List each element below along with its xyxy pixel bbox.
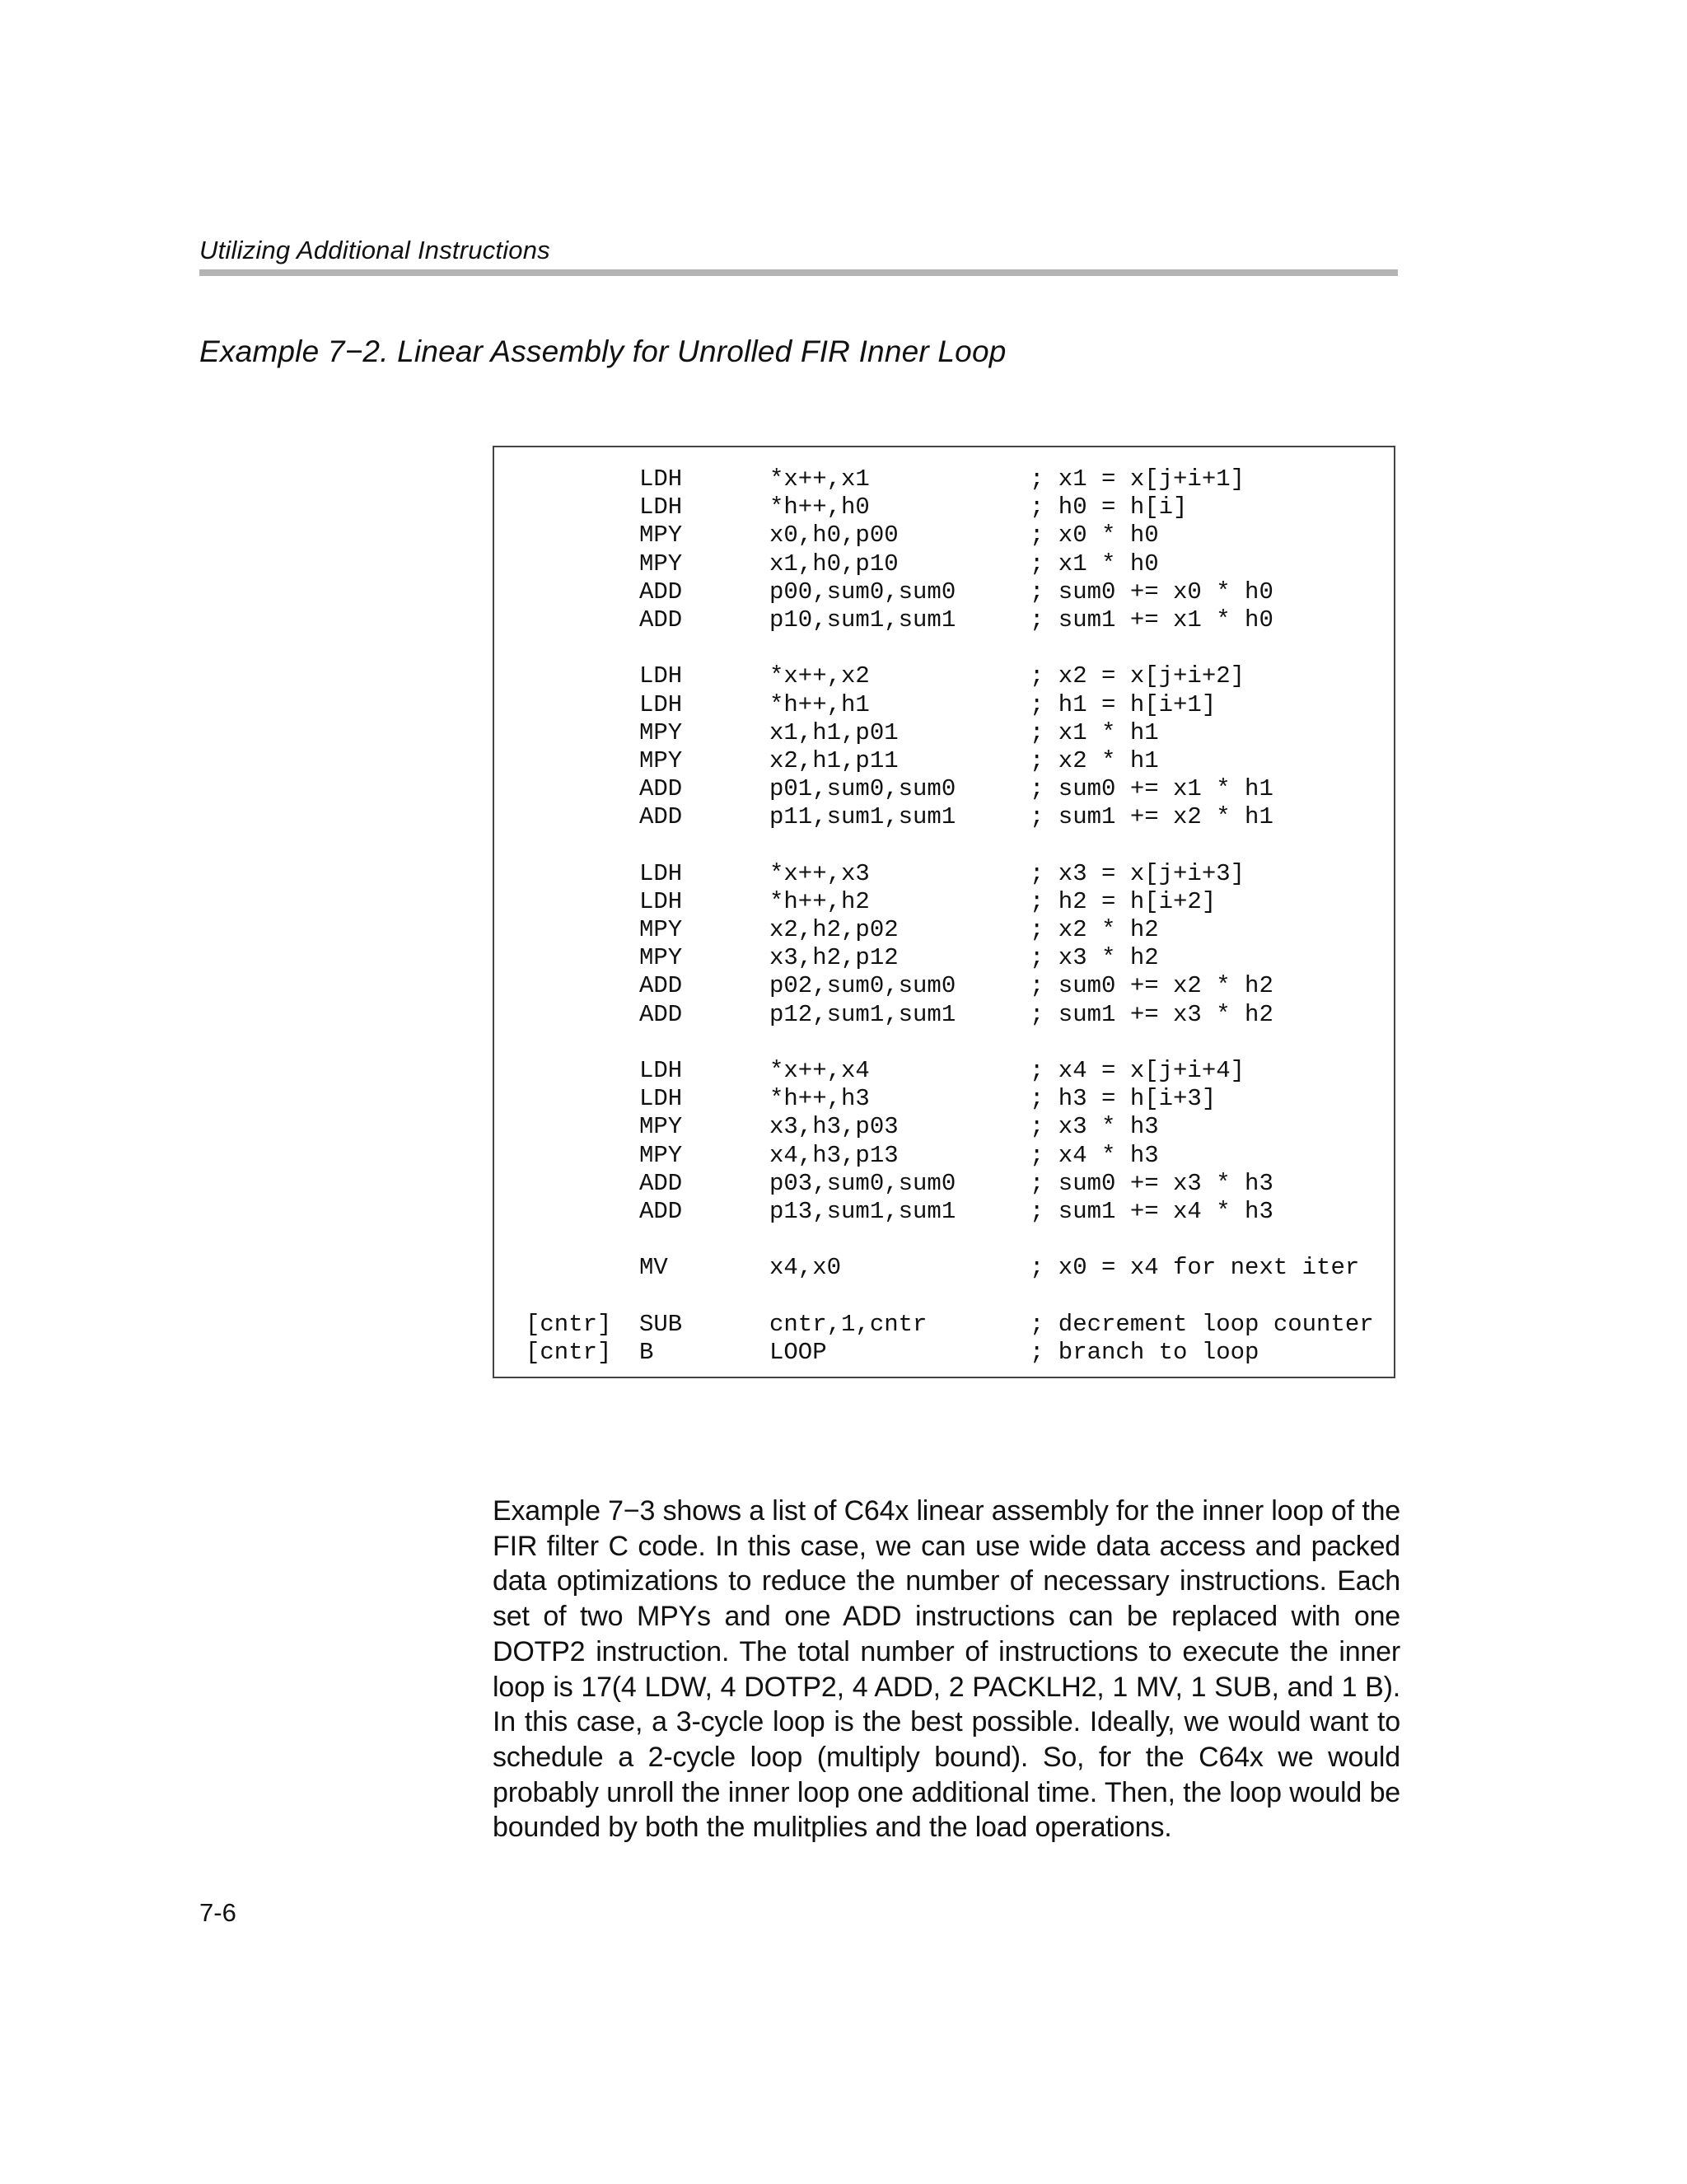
code-comment: ; x2 = x[j+i+2]	[1030, 662, 1245, 690]
code-opcode: ADD	[639, 972, 683, 1000]
code-comment: ; x4 = x[j+i+4]	[1030, 1056, 1245, 1084]
code-operands: x0,h0,p00	[769, 521, 899, 550]
code-comment: ; x1 * h0	[1030, 550, 1159, 578]
code-opcode: MV	[639, 1254, 668, 1282]
code-line	[494, 1198, 1394, 1226]
code-opcode: MPY	[639, 718, 683, 746]
code-line	[494, 1339, 1394, 1367]
code-line	[494, 1142, 1394, 1170]
code-line	[494, 860, 1394, 888]
code-operands: *x++,x1	[769, 465, 870, 493]
code-opcode: LDH	[639, 493, 683, 521]
code-opcode: ADD	[639, 1197, 683, 1225]
code-line	[494, 1226, 1394, 1254]
code-operands: x4,h3,p13	[769, 1141, 899, 1169]
running-header: Utilizing Additional Instructions	[199, 236, 550, 264]
code-opcode: MPY	[639, 1113, 683, 1141]
code-opcode: LDH	[639, 859, 683, 887]
code-comment: ; sum0 += x0 * h0	[1030, 578, 1273, 606]
code-opcode: LDH	[639, 465, 683, 493]
code-comment: ; x1 = x[j+i+1]	[1030, 465, 1245, 493]
code-line	[494, 662, 1394, 690]
code-comment: ; x1 * h1	[1030, 718, 1159, 746]
code-operands: p00,sum0,sum0	[769, 578, 956, 606]
code-operands: *h++,h1	[769, 690, 870, 718]
code-opcode: LDH	[639, 887, 683, 915]
code-operands: *x++,x4	[769, 1056, 870, 1084]
code-opcode: MPY	[639, 916, 683, 943]
code-opcode: MPY	[639, 746, 683, 774]
code-operands: LOOP	[769, 1338, 827, 1366]
code-comment: ; h2 = h[i+2]	[1030, 887, 1217, 915]
code-line	[494, 493, 1394, 521]
code-listing-box	[493, 446, 1395, 1378]
code-operands: p10,sum1,sum1	[769, 606, 956, 634]
code-comment: ; sum1 += x1 * h0	[1030, 606, 1273, 634]
code-comment: ; sum1 += x3 * h2	[1030, 1000, 1273, 1028]
code-operands: cntr,1,cntr	[769, 1310, 928, 1338]
code-comment: ; sum1 += x2 * h1	[1030, 803, 1273, 831]
code-comment: ; x3 * h3	[1030, 1113, 1159, 1141]
code-operands: *h++,h3	[769, 1085, 870, 1113]
code-operands: *x++,x2	[769, 662, 870, 690]
code-condition: [cntr]	[526, 1310, 612, 1338]
code-line	[494, 1170, 1394, 1198]
code-comment: ; branch to loop	[1030, 1338, 1259, 1366]
code-comment: ; x0 = x4 for next iter	[1030, 1254, 1360, 1282]
code-opcode: SUB	[639, 1310, 683, 1338]
code-line	[494, 691, 1394, 719]
code-line	[494, 1085, 1394, 1113]
code-opcode: B	[639, 1338, 654, 1366]
code-opcode: ADD	[639, 803, 683, 831]
code-line	[494, 775, 1394, 803]
code-line	[494, 1029, 1394, 1057]
code-operands: x2,h1,p11	[769, 746, 899, 774]
code-line	[494, 606, 1394, 634]
code-comment: ; sum0 += x3 * h3	[1030, 1169, 1273, 1197]
code-comment: ; sum0 += x1 * h1	[1030, 775, 1273, 803]
code-line	[494, 634, 1394, 662]
code-opcode: MPY	[639, 944, 683, 972]
code-operands: x4,x0	[769, 1254, 842, 1282]
code-line	[494, 1113, 1394, 1141]
code-opcode: MPY	[639, 1141, 683, 1169]
code-operands: p02,sum0,sum0	[769, 972, 956, 1000]
example-title: Example 7−2. Linear Assembly for Unrolled FIR Inner Loop	[199, 334, 1007, 368]
code-line	[494, 831, 1394, 859]
code-operands: x1,h0,p10	[769, 550, 899, 578]
code-comment: ; x3 * h2	[1030, 944, 1159, 972]
code-line	[494, 747, 1394, 775]
code-comment: ; decrement loop counter	[1030, 1310, 1374, 1338]
code-opcode: LDH	[639, 662, 683, 690]
code-comment: ; h3 = h[i+3]	[1030, 1085, 1217, 1113]
code-opcode: ADD	[639, 606, 683, 634]
code-line	[494, 719, 1394, 747]
body-paragraph: Example 7−3 shows a list of C64x linear assembly for the inner loop of the FIR filter C code. In this case, we can use wide data access and packed data optimizations to reduce the number of necessary instructions. Each set of two MPYs and one ADD instructions can be replaced with one DOTP2 instruction. The total number of instructions to execute the inner loop is 17(4 LDW, 4 DOTP2, 4 ADD, 2 PACKLH2, 1 MV, 1 SUB, and 1 B). In this case, a 3-cycle loop is the best possible. Ideally, we would want to schedule a 2-cycle loop (multiply bound). So, for the C64x we would probably unroll the inner loop one additional time. Then, the loop would be bounded by both the mulitplies and the load operations.	[493, 1495, 1400, 1844]
code-comment: ; x2 * h2	[1030, 916, 1159, 943]
code-line	[494, 550, 1394, 578]
code-opcode: LDH	[639, 690, 683, 718]
code-line	[494, 888, 1394, 916]
code-opcode: ADD	[639, 578, 683, 606]
code-operands: p01,sum0,sum0	[769, 775, 956, 803]
code-comment: ; sum0 += x2 * h2	[1030, 972, 1273, 1000]
code-comment: ; h0 = h[i]	[1030, 493, 1188, 521]
code-line	[494, 1254, 1394, 1282]
page-number: 7-6	[199, 1898, 236, 1927]
code-line	[494, 972, 1394, 1000]
code-line	[494, 521, 1394, 550]
code-line	[494, 1282, 1394, 1310]
code-operands: p12,sum1,sum1	[769, 1000, 956, 1028]
code-opcode: LDH	[639, 1056, 683, 1084]
code-line	[494, 1001, 1394, 1029]
code-operands: x3,h3,p03	[769, 1113, 899, 1141]
code-opcode: ADD	[639, 1000, 683, 1028]
code-operands: x3,h2,p12	[769, 944, 899, 972]
code-opcode: MPY	[639, 521, 683, 550]
code-comment: ; h1 = h[i+1]	[1030, 690, 1217, 718]
code-listing	[494, 465, 1394, 1367]
code-operands: *x++,x3	[769, 859, 870, 887]
code-comment: ; x2 * h1	[1030, 746, 1159, 774]
code-operands: x2,h2,p02	[769, 916, 899, 943]
code-opcode: LDH	[639, 1085, 683, 1113]
code-opcode: MPY	[639, 550, 683, 578]
code-line	[494, 916, 1394, 944]
code-line	[494, 944, 1394, 972]
header-rule	[199, 269, 1398, 276]
code-operands: p13,sum1,sum1	[769, 1197, 956, 1225]
code-line	[494, 465, 1394, 493]
code-comment: ; x3 = x[j+i+3]	[1030, 859, 1245, 887]
code-operands: p11,sum1,sum1	[769, 803, 956, 831]
code-opcode: ADD	[639, 1169, 683, 1197]
code-comment: ; sum1 += x4 * h3	[1030, 1197, 1273, 1225]
code-operands: *h++,h2	[769, 887, 870, 915]
code-opcode: ADD	[639, 775, 683, 803]
code-operands: p03,sum0,sum0	[769, 1169, 956, 1197]
code-condition: [cntr]	[526, 1338, 612, 1366]
code-line	[494, 803, 1394, 831]
code-operands: x1,h1,p01	[769, 718, 899, 746]
code-line	[494, 1311, 1394, 1339]
code-operands: *h++,h0	[769, 493, 870, 521]
code-line	[494, 1057, 1394, 1085]
code-comment: ; x0 * h0	[1030, 521, 1159, 550]
code-line	[494, 578, 1394, 606]
code-comment: ; x4 * h3	[1030, 1141, 1159, 1169]
